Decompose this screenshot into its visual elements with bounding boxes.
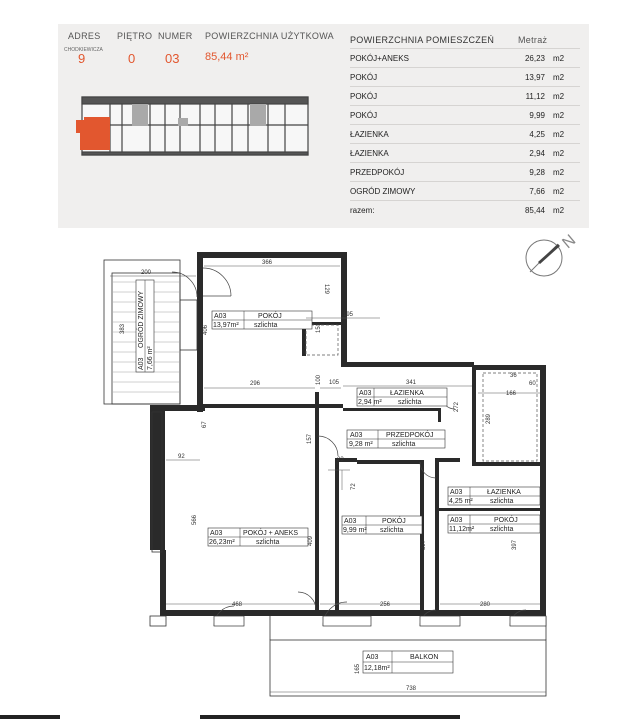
room-area: 9,28 m² [349, 441, 373, 448]
room-area: 26,23m² [209, 539, 235, 546]
area-value: 85,44 m² [205, 51, 249, 63]
dimension-label: 105 [329, 380, 340, 386]
wall [343, 408, 441, 411]
room-finish: szlichta [490, 498, 514, 505]
room-name: ŁAZIENKA [487, 489, 521, 496]
dimension-label: 738 [406, 686, 417, 692]
wall [438, 408, 441, 422]
dimension-label: 409 [308, 535, 314, 546]
dimension-label: 289 [486, 413, 492, 424]
dimension-label: 397 [421, 539, 427, 550]
room-row: POKÓJ 9,99 m2 [350, 111, 565, 120]
dimension-label: 366 [262, 260, 273, 266]
dimension-label: 200 [141, 270, 152, 276]
wall [341, 362, 474, 367]
room-row: PRZEDPOKÓJ 9,28 m2 [350, 168, 565, 177]
total-row: razem: 85,44 m2 [350, 206, 565, 215]
wall [150, 405, 205, 411]
pietro-label: PIĘTRO [117, 31, 153, 41]
room-name: POKÓJ [258, 313, 282, 320]
room-code: A03 [359, 390, 372, 397]
room-finish: szlichta [490, 526, 514, 533]
wall [435, 458, 460, 462]
room-area: 12,18m² [364, 665, 390, 672]
numer-value: 03 [165, 51, 180, 66]
room-name: OGRÓD ZIMOWY [138, 290, 145, 348]
room-row: ŁAZIENKA 2,94 m2 [350, 149, 565, 158]
room-area: 13,97m² [213, 322, 239, 329]
wall [540, 365, 546, 616]
dimension-label: 468 [232, 602, 243, 608]
dimension-label: 341 [406, 380, 417, 386]
compass-letter: N [559, 231, 580, 253]
wall [472, 462, 540, 466]
room-finish: szlichta [254, 322, 278, 329]
dimension-label: 129 [323, 284, 329, 295]
dimension-label: 566 [192, 514, 198, 525]
bottom-bar [200, 715, 460, 719]
room-name: POKÓJ + ANEKS [243, 530, 299, 537]
pietro-value: 0 [128, 51, 136, 66]
dimension-label: 195 [343, 312, 354, 318]
room-row: POKÓJ 11,12 m2 [350, 92, 565, 101]
dimension-label: 280 [480, 602, 491, 608]
dimension-label: 151 [316, 322, 322, 333]
adres-label: ADRES [68, 31, 101, 41]
dimension-label: 406 [203, 324, 209, 335]
room-code: A03 [210, 530, 223, 537]
dimension-label: 36 [510, 373, 517, 379]
dimension-label: 383 [120, 323, 126, 334]
rooms-label: POWIERZCHNIA POMIESZCZEŃ [350, 35, 495, 45]
dimension-label: 23 [337, 457, 344, 463]
dimension-label: 67 [202, 421, 208, 428]
room-finish: szlichta [398, 399, 422, 406]
room-name: BALKON [410, 654, 439, 661]
wall [420, 460, 424, 610]
room-finish: szlichta [380, 527, 404, 534]
room-area: 7,66 m² [147, 346, 154, 370]
room-area: 4,25 m² [449, 498, 473, 505]
room-area: 9,99 m² [343, 527, 367, 534]
room-row: OGRÓD ZIMOWY 7,66 m2 [350, 187, 565, 196]
wall [472, 366, 476, 466]
room-code: A03 [450, 489, 463, 496]
room-code: A03 [366, 654, 379, 661]
wall [438, 508, 540, 511]
room-area: 2,94 m² [358, 399, 382, 406]
dimension-label: 256 [380, 602, 391, 608]
dimension-label: 60 [529, 381, 536, 387]
dimension-label: 165 [355, 663, 361, 674]
room-name: POKÓJ [382, 518, 406, 525]
wall [472, 365, 544, 370]
room-code: A03 [344, 518, 357, 525]
dimension-label: 272 [454, 401, 460, 412]
wall [197, 252, 347, 258]
room-row: POKÓJ+ANEKS 26,23 m2 [350, 54, 565, 63]
wall [341, 252, 347, 366]
room-area: 11,12m² [449, 526, 475, 533]
dimension-label: 100 [316, 374, 322, 385]
adres-value: 9 [78, 51, 86, 66]
bottom-bar [0, 715, 60, 719]
wall [160, 550, 166, 610]
dimension-label: 72 [351, 483, 357, 490]
dimension-label: 397 [512, 539, 518, 550]
wall [203, 404, 343, 408]
room-name: ŁAZIENKA [390, 390, 424, 397]
room-finish: szlichta [256, 539, 280, 546]
street-label: CHODKIEWICZA [64, 47, 103, 53]
metraz-label: Metraż [518, 35, 548, 45]
room-finish: szlichta [392, 441, 416, 448]
room-code: A03 [214, 313, 227, 320]
room-row: POKÓJ 13,97 m2 [350, 73, 565, 82]
wall [315, 392, 319, 610]
wall [335, 460, 339, 610]
room-row: ŁAZIENKA 4,25 m2 [350, 130, 565, 139]
area-label: POWIERZCHNIA UŻYTKOWA [205, 31, 334, 41]
wall [435, 460, 439, 610]
dimension-label: 166 [506, 391, 517, 397]
room-name: PRZEDPOKÓJ [386, 432, 434, 439]
wall [357, 460, 422, 464]
room-code: A03 [138, 357, 145, 370]
room-code: A03 [350, 432, 363, 439]
dimension-label: 157 [307, 433, 313, 444]
dimension-label: 92 [178, 454, 185, 460]
room-name: POKÓJ [494, 517, 518, 524]
numer-label: NUMER [158, 31, 193, 41]
room-code: A03 [450, 517, 463, 524]
dimension-label: 296 [250, 381, 261, 387]
